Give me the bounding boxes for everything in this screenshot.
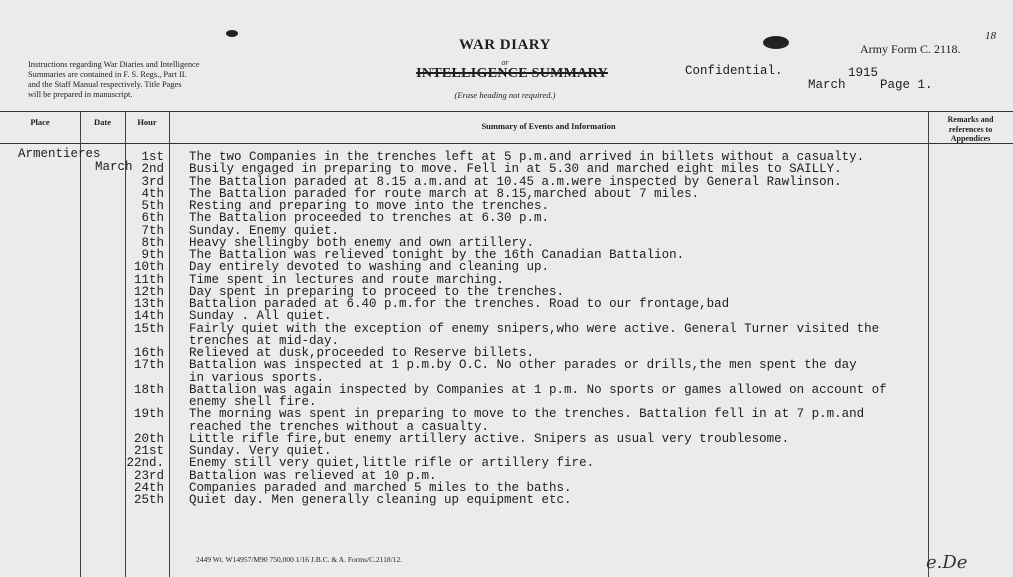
entry-day: 6th — [141, 211, 164, 226]
entry-day: 25th — [133, 493, 164, 507]
entry-day: 13th — [133, 297, 164, 311]
entry-day: 21st — [133, 444, 164, 458]
header-bottom-rule — [0, 143, 1013, 144]
year-label: 1915 — [848, 66, 879, 80]
entry-text-line: The two Companies in the trenches left at 5 p.m.and arrived in billets without a casualty. — [189, 150, 865, 164]
entry-text-line: Battalion was inspected at 1 p.m.by O.C. No other parades or drills,the men spent the day — [189, 358, 857, 373]
instructions-line: Instructions regarding War Diaries and Intelligence — [28, 60, 200, 69]
entry-day: 10th — [133, 260, 164, 275]
entry-day: 17th — [133, 358, 164, 373]
column-header-remarks — [928, 115, 1013, 144]
entry-day: 5th — [141, 199, 164, 213]
page-label: Page 1. — [880, 78, 933, 92]
entry-text-line: Heavy shellingby both enemy and own artillery. — [189, 235, 535, 250]
entry-text-line: Relieved at dusk,proceeded to Reserve billets. — [189, 346, 535, 360]
instructions-line: and the Staff Manual respectively. Title Pages — [28, 80, 182, 89]
entry-day: 2nd — [141, 162, 164, 177]
entry-day: 3rd — [141, 174, 164, 189]
confidential-label: Confidential. — [685, 64, 783, 78]
corner-page-number: 18 — [985, 30, 996, 42]
entry-day: 11th — [133, 272, 164, 287]
column-header-place: Place — [30, 117, 50, 127]
entry-day: 15th — [133, 321, 164, 336]
entry-text-line: in various sports. — [189, 370, 325, 385]
entry-text-line: The morning was spent in preparing to move to the trenches. Battalion fell in at 7 p.m.and — [189, 407, 865, 422]
ink-blot — [763, 36, 789, 49]
entry-text-line: The Battalion proceeded to trenches at 6.30 p.m. — [189, 211, 550, 226]
remarks-line: Appendices — [950, 134, 991, 143]
entry-text-line: The Battalion paraded for route march at 8.15,marched about 7 miles. — [189, 186, 700, 201]
entry-day: 20th — [133, 431, 164, 446]
entry-text-line: Enemy still very quiet,little rifle or artillery fire. — [189, 456, 595, 471]
column-divider — [928, 111, 929, 577]
entry-text-line: The Battalion was relieved tonight by the 16th Canadian Battalion. — [189, 248, 685, 262]
entry-text-line: Day spent in preparing to proceed to the trenches. — [189, 284, 565, 299]
entry-day: 4th — [141, 186, 164, 201]
entry-day: 12th — [133, 284, 164, 299]
column-header-date: Date — [94, 117, 111, 127]
erase-note: (Erase heading not required.) — [454, 90, 556, 100]
entry-day: 18th — [133, 382, 164, 397]
entry-day: 19th — [133, 407, 164, 422]
entry-day: 24th — [133, 480, 164, 495]
entry-text-line: Sunday. Very quiet. — [189, 444, 332, 458]
entry-text-line: Fairly quiet with the exception of enemy snipers,who were active. General Turner visited the — [189, 321, 880, 336]
entry-text-line: Little rifle fire,but enemy artillery active. Snipers as usual very troublesome. — [189, 431, 790, 446]
column-divider — [169, 111, 170, 577]
entry-text-line: The Battalion paraded at 8.15 a.m.and at 10.45 a.m.were inspected by General Rawlinson. — [189, 174, 842, 189]
entry-text-line: Sunday . All quiet. — [189, 309, 332, 324]
entry-day: 7th — [141, 223, 164, 238]
table-top-rule — [0, 111, 1013, 112]
army-form-label: Army Form C. 2118. — [860, 42, 961, 56]
remarks-line: Remarks and — [947, 115, 994, 124]
column-divider — [80, 111, 81, 577]
column-header-hour: Hour — [137, 117, 157, 127]
entry-text-line: Battalion was relieved at 10 p.m. — [189, 468, 437, 483]
entry-day: 8th — [141, 235, 164, 250]
month-header: March — [808, 78, 846, 92]
remarks-line: references to — [948, 124, 993, 134]
handwritten-initials: e.De — [926, 552, 968, 573]
entry-text-line: Quiet day. Men generally cleaning up equipment etc. — [189, 493, 572, 507]
form-footer: 2449 Wt. W14957/M90 750,000 1/16 J.B.C. & A. Forms/C.2118/12. — [196, 555, 403, 564]
entry-day: 9th — [141, 248, 164, 262]
struck-subtitle: INTELLIGENCE SUMMARY — [416, 66, 608, 81]
instructions-line: Summaries are contained in F. S. Regs., Part II. — [28, 70, 187, 79]
entry-day: 1st — [141, 150, 164, 164]
entry-text-line: Companies paraded and marched 5 miles to the baths. — [189, 480, 572, 495]
entry-text-line: enemy shell fire. — [189, 395, 317, 409]
entry-day: 14th — [133, 309, 164, 324]
entry-day: 22nd. — [126, 456, 164, 471]
entry-text-line: Battalion paraded at 6.40 p.m.for the trenches. Road to our frontage,bad — [189, 297, 730, 311]
entry-day: 23rd — [133, 468, 164, 483]
page-title: WAR DIARY — [459, 37, 551, 53]
instructions-line: will be prepared in manuscript. — [28, 90, 133, 99]
ink-blot — [226, 30, 238, 37]
entry-text-line: reached the trenches without a casualty. — [189, 419, 490, 434]
entry-text-line: Battalion was again inspected by Companies at 1 p.m. No sports or games allowed on account of — [189, 382, 887, 397]
entry-text-line: Sunday. Enemy quiet. — [189, 223, 340, 238]
column-header-summary: Summary of Events and Information — [481, 121, 616, 131]
or-text: or — [501, 58, 509, 67]
instructions-block — [28, 60, 200, 100]
month-cell: March — [95, 160, 133, 174]
place-cell: Armentieres — [18, 147, 101, 161]
entry-text-line: Busily engaged in preparing to move. Fell in at 5.30 and marched eight miles to SAILLY. — [189, 162, 842, 177]
entry-text-line: Time spent in lectures and route marching. — [189, 272, 505, 287]
entry-text-line: Resting and preparing to move into the trenches. — [189, 199, 550, 213]
entry-text-line: Day entirely devoted to washing and cleaning up. — [189, 260, 550, 275]
entry-text-line: trenches at mid-day. — [189, 333, 340, 348]
entry-day: 16th — [133, 346, 164, 360]
